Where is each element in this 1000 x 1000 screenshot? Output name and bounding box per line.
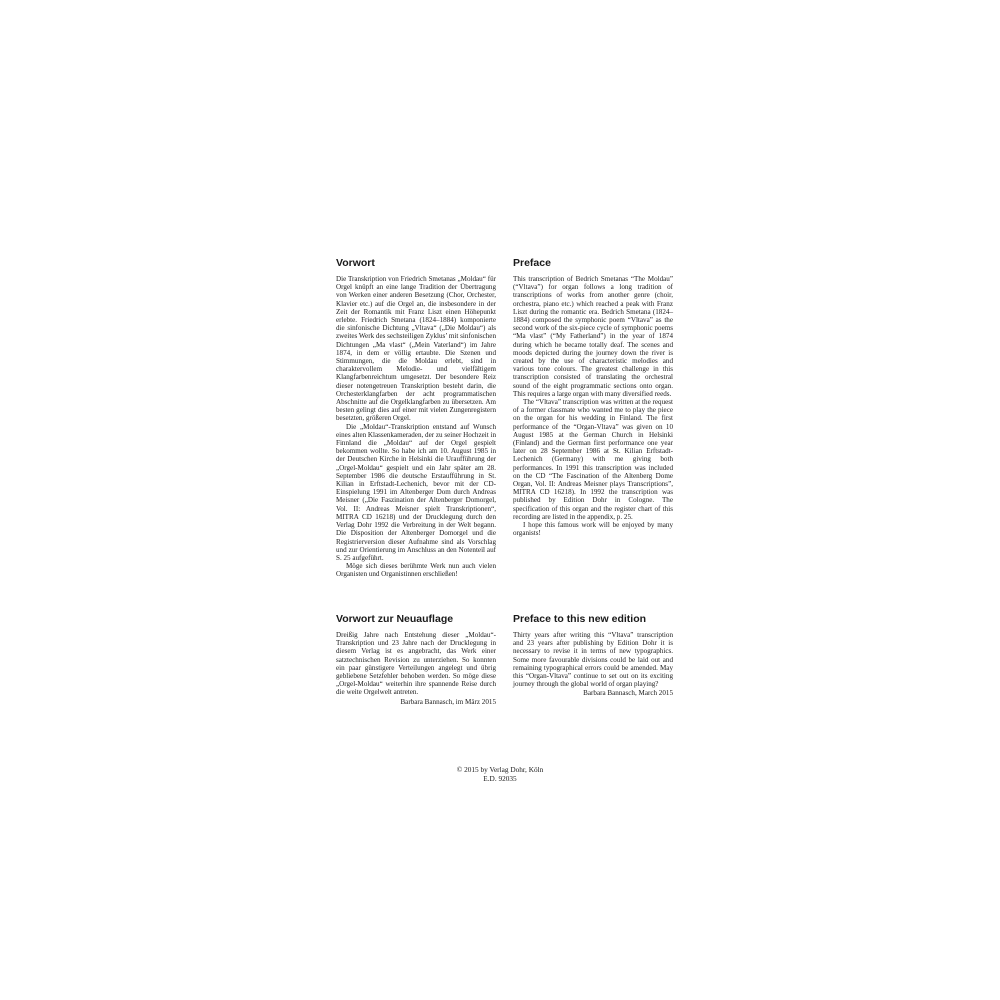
vorwort-heading: Vorwort xyxy=(336,257,375,269)
vorwort-paragraph-1: Die Transkription von Friedrich Smetanas „Moldau“ für Orgel knüpft an eine lange Tradition der Übertragung von Werken einer anderen Besetzung (Chor, Orchester, Klavier etc.) auf die Orgel an, die insbesondere in der Zeit der Romantik mit Franz Liszt einen Höhepunkt erlebte. Friedrich Smetana (1824–1884) komponierte die sinfonische Dichtung „Vltava“ („Die Moldau“) als zweites Werk des sechsteiligen Zyklus’ mit sinfonischen Dichtungen „Ma vlast“ („Mein Vaterland“) im Jahre 1874, in dem er völlig ertaubte. Die Szenen und Stimmungen, die die Moldau erlebt, sind in charaktervollem Melodie- und vielfältigem Klangfarbenreichtum umgesetzt. Der besondere Reiz dieser notengetreuen Transkription besteht darin, die Orchesterklangfarben der acht programmatischen Abschnitte auf die Orgelklangfarben zu übersetzen. Am besten gelingt dies auf einer mit vielen Zungenregistern besetzten, größeren Orgel. xyxy=(336,275,496,423)
preface-section xyxy=(513,256,673,538)
vorwort-neuauflage-section xyxy=(336,612,496,706)
preface-paragraph-3: I hope this famous work will be enjoyed by many organists! xyxy=(513,521,673,538)
preface-heading: Preface xyxy=(513,257,551,269)
vorwort-neuauflage-heading: Vorwort zur Neuauflage xyxy=(336,613,454,625)
preface-new-edition-section xyxy=(513,612,673,698)
edition-number: E.D. 92035 xyxy=(483,774,517,783)
vorwort-paragraph-2: Die „Moldau“-Transkription entstand auf Wunsch eines alten Klassenkameraden, der zu seiner Hochzeit in Finnland die „Moldau“ auf der Orgel gespielt bekommen wollte. So habe ich am 10. August 1985 in der Deutschen Kirche in Helsinki die Uraufführung der „Orgel-Moldau“ gespielt und ein Jahr später am 28. September 1986 die deutsche Erstaufführung in St. Kilian in Erftstadt-Lechenich, bevor mit der CD-Einspielung 1991 im Altenberger Dom durch Andreas Meisner („Die Faszination der Altenberger Domorgel, Vol. II: Andreas Meisner spielt Transkriptionen“, MITRA CD 16218) und der Drucklegung durch den Verlag Dohr 1992 die Verbreitung in der Welt begann. Die Disposition der Altenberger Domorgel und die Registrierversion dieser Aufnahme sind als Vorschlag und zur Orientierung im Anschluss an den Notenteil auf S. 25 aufgeführt. xyxy=(336,422,496,562)
vorwort-paragraph-3: Möge sich dieses berühmte Werk nun auch vielen Organisten und Organistinnen erschließen! xyxy=(336,562,496,579)
vorwort-neuauflage-paragraph: Dreißig Jahre nach Entstehung dieser „Moldau“-Transkription und 23 Jahre nach der Drucklegung in diesem Verlag ist es angebracht, das Werk einer satztechnischen Revision zu unterziehen. So konnten ein paar günstigere Verteilungen angelegt und übrig gebliebene Setzfehler behoben werden. So möge diese „Orgel-Moldau“ weiterhin ihre spannende Reise durch die weite Orgelwelt antreten. xyxy=(336,631,496,697)
vorwort-neuauflage-signature: Barbara Bannasch, im März 2015 xyxy=(400,697,496,706)
preface-paragraph-2: The “Vltava” transcription was written at the request of a former classmate who wanted me to play the piece on the organ for his wedding in Finland. The first performance of the “Organ-Vltava” was given on 10 August 1985 at the German Church in Helsinki (Finland) and the German first performance one year later on 28 September 1986 at St. Kilian Erftstadt-Lechenich (Germany) with me giving both performances. In 1991 this transcription was included on the CD “The Fascination of the Altenberg Dome Organ, Vol. II: Andreas Meisner plays Transcriptions”, MITRA CD 16218). In 1992 the transcription was published by Edition Dohr in Cologne. The specification of this organ and the register chart of this recording are listed in the appendix, p. 25. xyxy=(513,398,673,521)
preface-paragraph-1: This transcription of Bedrich Smetanas “The Moldau” (“Vltava”) for organ follows a long tradition of transcriptions of works from another genre (choir, orchestra, piano etc.) which reached a peak with Franz Liszt during the romantic era. Bedrich Smetana (1824–1884) composed the symphonic poem “Vltava” as the second work of the six-piece cycle of symphonic poems “Ma vlast” (“My Fatherland”) in the year of 1874 during which he became totally deaf. The scenes and moods depicted during the journey down the river is created by the use of characteristic melodies and various tone colours. The greatest challenge in this transcription consisted of translating the orchestral sound of the eight programmatic sections onto organ. This requires a large organ with many diversified reeds. xyxy=(513,275,673,398)
preface-new-edition-signature: Barbara Bannasch, March 2015 xyxy=(583,689,673,698)
preface-new-edition-heading: Preface to this new edition xyxy=(513,613,647,625)
vorwort-section xyxy=(336,256,496,579)
copyright-line: © 2015 by Verlag Dohr, Köln xyxy=(456,765,544,774)
preface-new-edition-paragraph: Thirty years after writing this “Vltava” transcription and 23 years after publishing by Edition Dohr it is necessary to revise it in terms of new typographics. Some more favourable divisions could be laid out and remaining typographical errors could be amended. May this “Organ-Vltava” continue to set out on its exciting journey through the global world of organ playing? xyxy=(513,631,673,689)
copyright-footer xyxy=(400,765,600,783)
